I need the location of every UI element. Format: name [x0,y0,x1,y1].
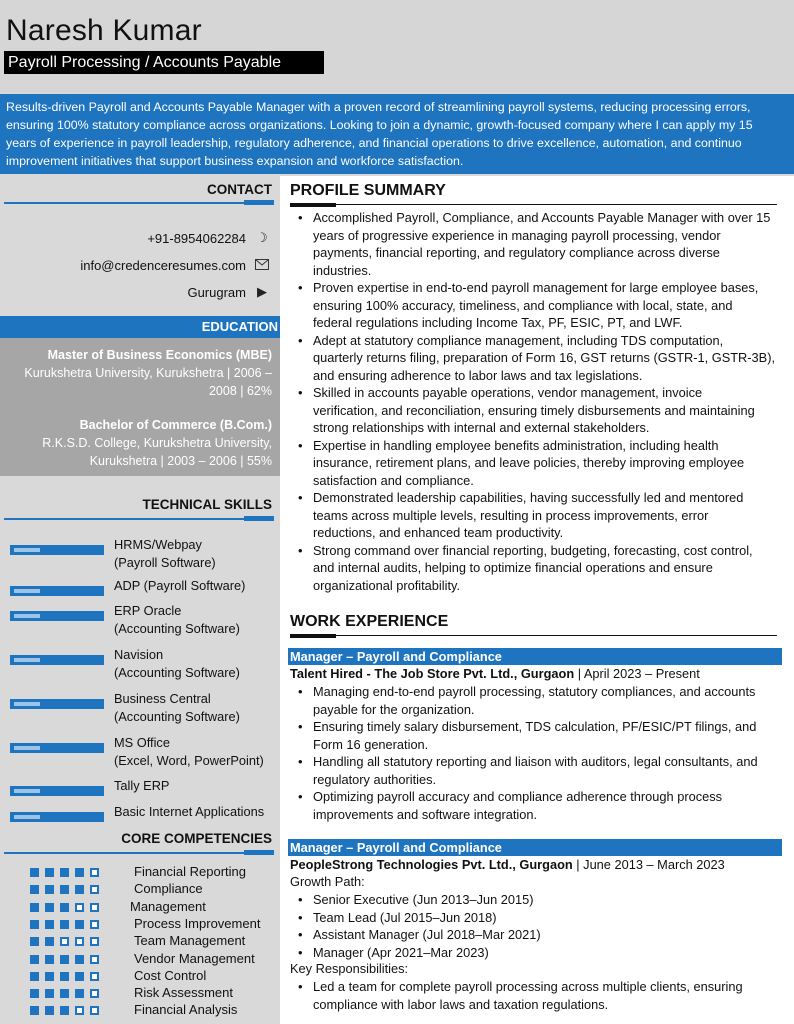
bullet-line: improvements and software integration. [313,806,538,822]
rating-dot-filled [75,955,84,964]
bullet-line: industries. [313,262,372,278]
rating-dot-empty [75,937,84,946]
skill-name: MS Office [114,735,170,750]
phone-icon: ☽ [256,230,268,245]
rating-dot-filled [45,937,54,946]
edu-detail: 2008 | 62% [208,384,272,398]
skill-level-bar [10,812,104,822]
right-column [280,176,794,1024]
rating-dot-empty [60,937,69,946]
skill-label [114,690,240,725]
skill-level-fill [14,815,40,819]
job-role-bar: Manager – Payroll and Compliance [288,648,782,665]
competency-rating [30,868,99,877]
bullet-line: • Skilled in accounts payable operations, vendor management, invoice [313,385,703,400]
bullet-line: • Senior Executive (Jun 2013–Jun 2015) [313,892,534,907]
bullet-line: teams across multiple levels, resulting in process improvements, error [313,507,709,523]
competencies-heading: CORE COMPETENCIES [121,831,272,846]
skill-detail: (Excel, Word, PowerPoint) [114,752,264,768]
competency-item [0,951,280,968]
bullet-line: insurance, retirement plans, and leave policies, thereby improving employee [313,455,745,470]
skill-label [114,536,216,571]
competency-label: Financial Reporting [134,864,247,879]
bullet-line: • Team Lead (Jul 2015–Jun 2018) [313,909,497,925]
divider-accent [244,200,274,205]
rating-dot-empty [75,903,84,912]
rating-dot-filled [60,955,69,964]
skill-level-fill [14,589,40,593]
rating-dot-filled [60,989,69,998]
rating-dot-empty [90,937,99,946]
rating-dot-empty [90,903,99,912]
rating-dot-empty [90,972,99,981]
bullet-line: payable for the organization. [313,701,475,717]
job-title-bar: Payroll Processing / Accounts Payable [4,51,324,74]
rating-dot-filled [30,868,39,877]
job-role-bar: Manager – Payroll and Compliance [288,839,782,856]
bullet-line: and internal audits, helping to optimize financial operations and ensure [313,560,713,575]
job-dates: | June 2013 – March 2023 [572,857,725,872]
skill-level-bar [10,743,104,753]
rating-dot-empty [90,920,99,929]
bullet-item [294,489,788,542]
contact-email [80,258,270,273]
bullet-line: federal regulations including Income Tax, PF, ESIC, PT, and LWF. [313,315,683,330]
rating-dot-filled [60,885,69,894]
rating-dot-filled [75,885,84,894]
bullet-line: • Expertise in handling employee benefits administration, including health [313,437,719,453]
rating-dot-filled [45,920,54,929]
edu-detail: Kurukshetra | 2003 – 2006 | 55% [89,454,272,468]
competency-rating [30,903,99,912]
bullet-line: organizational profitability. [313,577,461,593]
divider-accent [244,516,274,521]
email-icon [254,258,270,273]
competency-label: Vendor Management [134,950,255,966]
skill-detail: (Accounting Software) [114,708,240,724]
skill-level-fill [14,746,40,750]
work-heading: WORK EXPERIENCE [290,613,449,630]
rating-dot-filled [60,903,69,912]
bullet-line: reductions, and enhanced team productivity. [313,525,564,540]
bullet-line: • Assistant Manager (Jul 2018–Mar 2021) [313,927,541,942]
bullet-line: ensuring 100% accuracy, timeliness, and compliance with local, state, and [313,297,733,313]
bullet-line: • Led a team for complete payroll processing across multiple clients, ensuring [313,979,743,994]
bullet-item [294,209,788,279]
bullet-line: • Proven expertise in end-to-end payroll management for large employee bases, [313,280,759,295]
skill-detail: (Payroll Software) [114,554,216,570]
rating-dot-filled [45,903,54,912]
competency-item [0,864,280,881]
skill-level-fill [14,658,40,662]
candidate-name: Naresh Kumar [6,14,202,47]
phone-text: +91-8954062284 [147,230,246,246]
rating-dot-empty [90,1006,99,1015]
skill-name: Navision [114,647,164,662]
skill-label [114,777,169,795]
bullet-item [294,542,788,595]
skill-label [114,602,240,637]
bullet-line: • Ensuring timely salary disbursement, TDS calculation, PF/ESIC/PT filings, and [313,719,757,734]
left-column [0,176,280,1024]
bullet-item [294,683,788,718]
divider [4,202,274,204]
job-company-line [290,666,700,681]
rating-dot-filled [60,920,69,929]
skill-level-bar [10,699,104,709]
skill-label [114,646,240,681]
rating-dot-filled [30,937,39,946]
resume-header [0,0,794,92]
skill-level-bar [10,586,104,596]
competency-item [0,881,280,898]
bullet-line: • Accomplished Payroll, Compliance, and Accounts Payable Manager with over 15 [313,210,771,225]
competency-rating [30,920,99,929]
growth-bullets [294,891,788,961]
bullet-item [294,718,788,753]
rating-dot-empty [90,885,99,894]
rating-dot-filled [45,972,54,981]
rating-dot-filled [30,1006,39,1015]
competency-item [0,933,280,950]
bullet-item [294,891,788,909]
competency-label: Team Management [134,933,246,949]
job-dates: | April 2023 – Present [574,666,700,681]
responsibilities-label: Key Responsibilities: [290,961,409,976]
competency-label: Cost Control [134,967,207,983]
rating-dot-filled [30,885,39,894]
summary-line: years of experience in payroll leadership, regulatory adherence, and financial operations to drive excellence, automation, and continuo [6,136,742,150]
skill-level-bar [10,786,104,796]
email-text: info@credenceresumes.com [80,258,246,273]
divider-accent [244,850,274,855]
skill-label [114,803,264,821]
summary-line: Results-driven Payroll and Accounts Payable Manager with a proven record of streamlining payroll systems, reducing processing errors, [6,100,751,114]
rating-dot-empty [90,868,99,877]
bullet-line: compliance with labor laws and taxation regulations. [313,996,609,1012]
skill-name: Business Central [114,691,211,706]
bullet-item [294,909,788,927]
bullet-item [294,926,788,944]
competency-rating [30,937,99,946]
competency-item [0,968,280,985]
skill-name: Tally ERP [114,778,170,793]
bullet-line: quarterly returns filing, preparation of Form 16, GST returns (GSTR-1, GSTR-3B), [313,350,776,365]
edu-detail: R.K.S.D. College, Kurukshetra University, [42,436,272,450]
competency-rating [30,972,99,981]
bullet-item [294,788,788,823]
contact-heading: CONTACT [207,182,272,197]
skills-heading: TECHNICAL SKILLS [142,497,272,512]
rating-dot-filled [75,868,84,877]
contact-phone [147,230,270,246]
bullet-line: • Adept at statutory compliance management, including TDS computation, [313,332,724,348]
summary-band [0,94,794,174]
rating-dot-filled [60,972,69,981]
rating-dot-filled [45,1006,54,1015]
competency-rating [30,1006,99,1015]
edu-degree: Bachelor of Commerce (B.Com.) [79,418,272,432]
rating-dot-filled [75,972,84,981]
company-name: PeopleStrong Technologies Pvt. Ltd., Gurgaon [290,857,573,872]
divider-accent [290,634,336,638]
skill-level-fill [14,548,40,552]
rating-dot-filled [30,955,39,964]
education-heading: EDUCATION [0,316,280,338]
competency-item [0,916,280,933]
competency-label: Process Improvement [134,915,261,931]
bullet-line: • Managing end-to-end payroll processing, statutory compliances, and accounts [313,684,756,699]
bullet-item [294,437,788,490]
rating-dot-filled [30,920,39,929]
divider [4,852,274,854]
bullet-line: • Strong command over financial reporting, budgeting, forecasting, cost control, [313,542,753,558]
skill-level-fill [14,614,40,618]
growth-label: Growth Path: [290,874,365,889]
rating-dot-empty [90,989,99,998]
job1-bullets [294,683,788,823]
skill-level-bar [10,611,104,621]
bullet-line: payments, financial reporting, and regulatory compliance across diverse [313,245,720,260]
contact-location [187,284,270,300]
profile-bullets [294,209,788,594]
summary-line: ensuring 100% statutory compliance across organizations. Looking to join a dynamic, growth-focused company where I can apply my 15 [6,118,753,132]
location-icon: ▶ [257,284,267,299]
rating-dot-filled [45,989,54,998]
competency-label: Management [130,898,206,914]
bullet-item [294,332,788,385]
competency-item [0,899,280,916]
location-text: Gurugram [187,284,246,300]
skill-label [114,577,245,595]
competency-label: Risk Assessment [134,985,233,1001]
bullet-line: Form 16 generation. [313,736,429,752]
bullet-line: years of progressive experience in managing payroll processing, vendor [313,227,721,243]
bullet-line: regulatory authorities. [313,771,437,787]
bullet-line: • Demonstrated leadership capabilities, having successfully led and mentored [313,490,744,505]
rating-dot-filled [45,885,54,894]
responsibility-bullets [294,978,788,1013]
rating-dot-filled [45,955,54,964]
rating-dot-filled [30,903,39,912]
skill-name: Basic Internet Applications [114,804,265,819]
bullet-item [294,279,788,332]
bullet-item [294,384,788,437]
skill-name: ADP (Payroll Software) [114,578,246,593]
divider-accent [290,203,336,207]
skill-level-fill [14,789,40,793]
bullet-line: • Manager (Apr 2021–Mar 2023) [313,944,489,960]
bullet-line: strong relationships with internal and external stakeholders. [313,420,650,435]
rating-dot-filled [60,1006,69,1015]
rating-dot-empty [75,1006,84,1015]
skill-level-bar [10,655,104,665]
divider [290,635,777,636]
competency-rating [30,989,99,998]
skill-name: HRMS/Webpay [114,537,202,552]
rating-dot-filled [30,972,39,981]
bullet-item [294,753,788,788]
skill-detail: (Accounting Software) [114,664,240,680]
job-company-line [290,857,725,872]
profile-heading: PROFILE SUMMARY [290,182,446,199]
edu-detail: Kurukshetra University, Kurukshetra | 2006 – [24,366,272,380]
bullet-item [294,978,788,1013]
bullet-item [294,944,788,962]
education-section [0,338,280,476]
skill-name: ERP Oracle [114,603,182,618]
bullet-line: satisfaction and compliance. [313,472,474,488]
competency-item [0,985,280,1002]
skill-label [114,734,264,769]
rating-dot-filled [75,920,84,929]
bullet-line: • Handling all statutory reporting and liaison with auditors, legal consultants, and [313,754,758,769]
rating-dot-filled [60,868,69,877]
rating-dot-filled [45,868,54,877]
skill-level-fill [14,702,40,706]
competency-rating [30,885,99,894]
divider [4,518,274,520]
bullet-line: and ensuring adherence to labor laws and tax legislations. [313,367,643,383]
rating-dot-filled [75,989,84,998]
competency-label: Compliance [134,881,203,897]
summary-line: improvement initiatives that support business expansion and workforce satisfaction. [6,154,464,168]
skill-level-bar [10,545,104,555]
competency-item [0,1002,280,1019]
competency-label: Financial Analysis [134,1002,238,1018]
bullet-line: verification, and reconciliation, ensuring timely disbursements and maintaining [313,402,755,418]
competency-rating [30,955,99,964]
divider [290,204,777,205]
bullet-line: • Optimizing payroll accuracy and compliance adherence through process [313,789,723,804]
edu-degree: Master of Business Economics (MBE) [47,348,272,362]
rating-dot-filled [30,989,39,998]
company-name: Talent Hired - The Job Store Pvt. Ltd., Gurgaon [290,666,575,681]
rating-dot-empty [90,955,99,964]
skill-detail: (Accounting Software) [114,620,240,636]
